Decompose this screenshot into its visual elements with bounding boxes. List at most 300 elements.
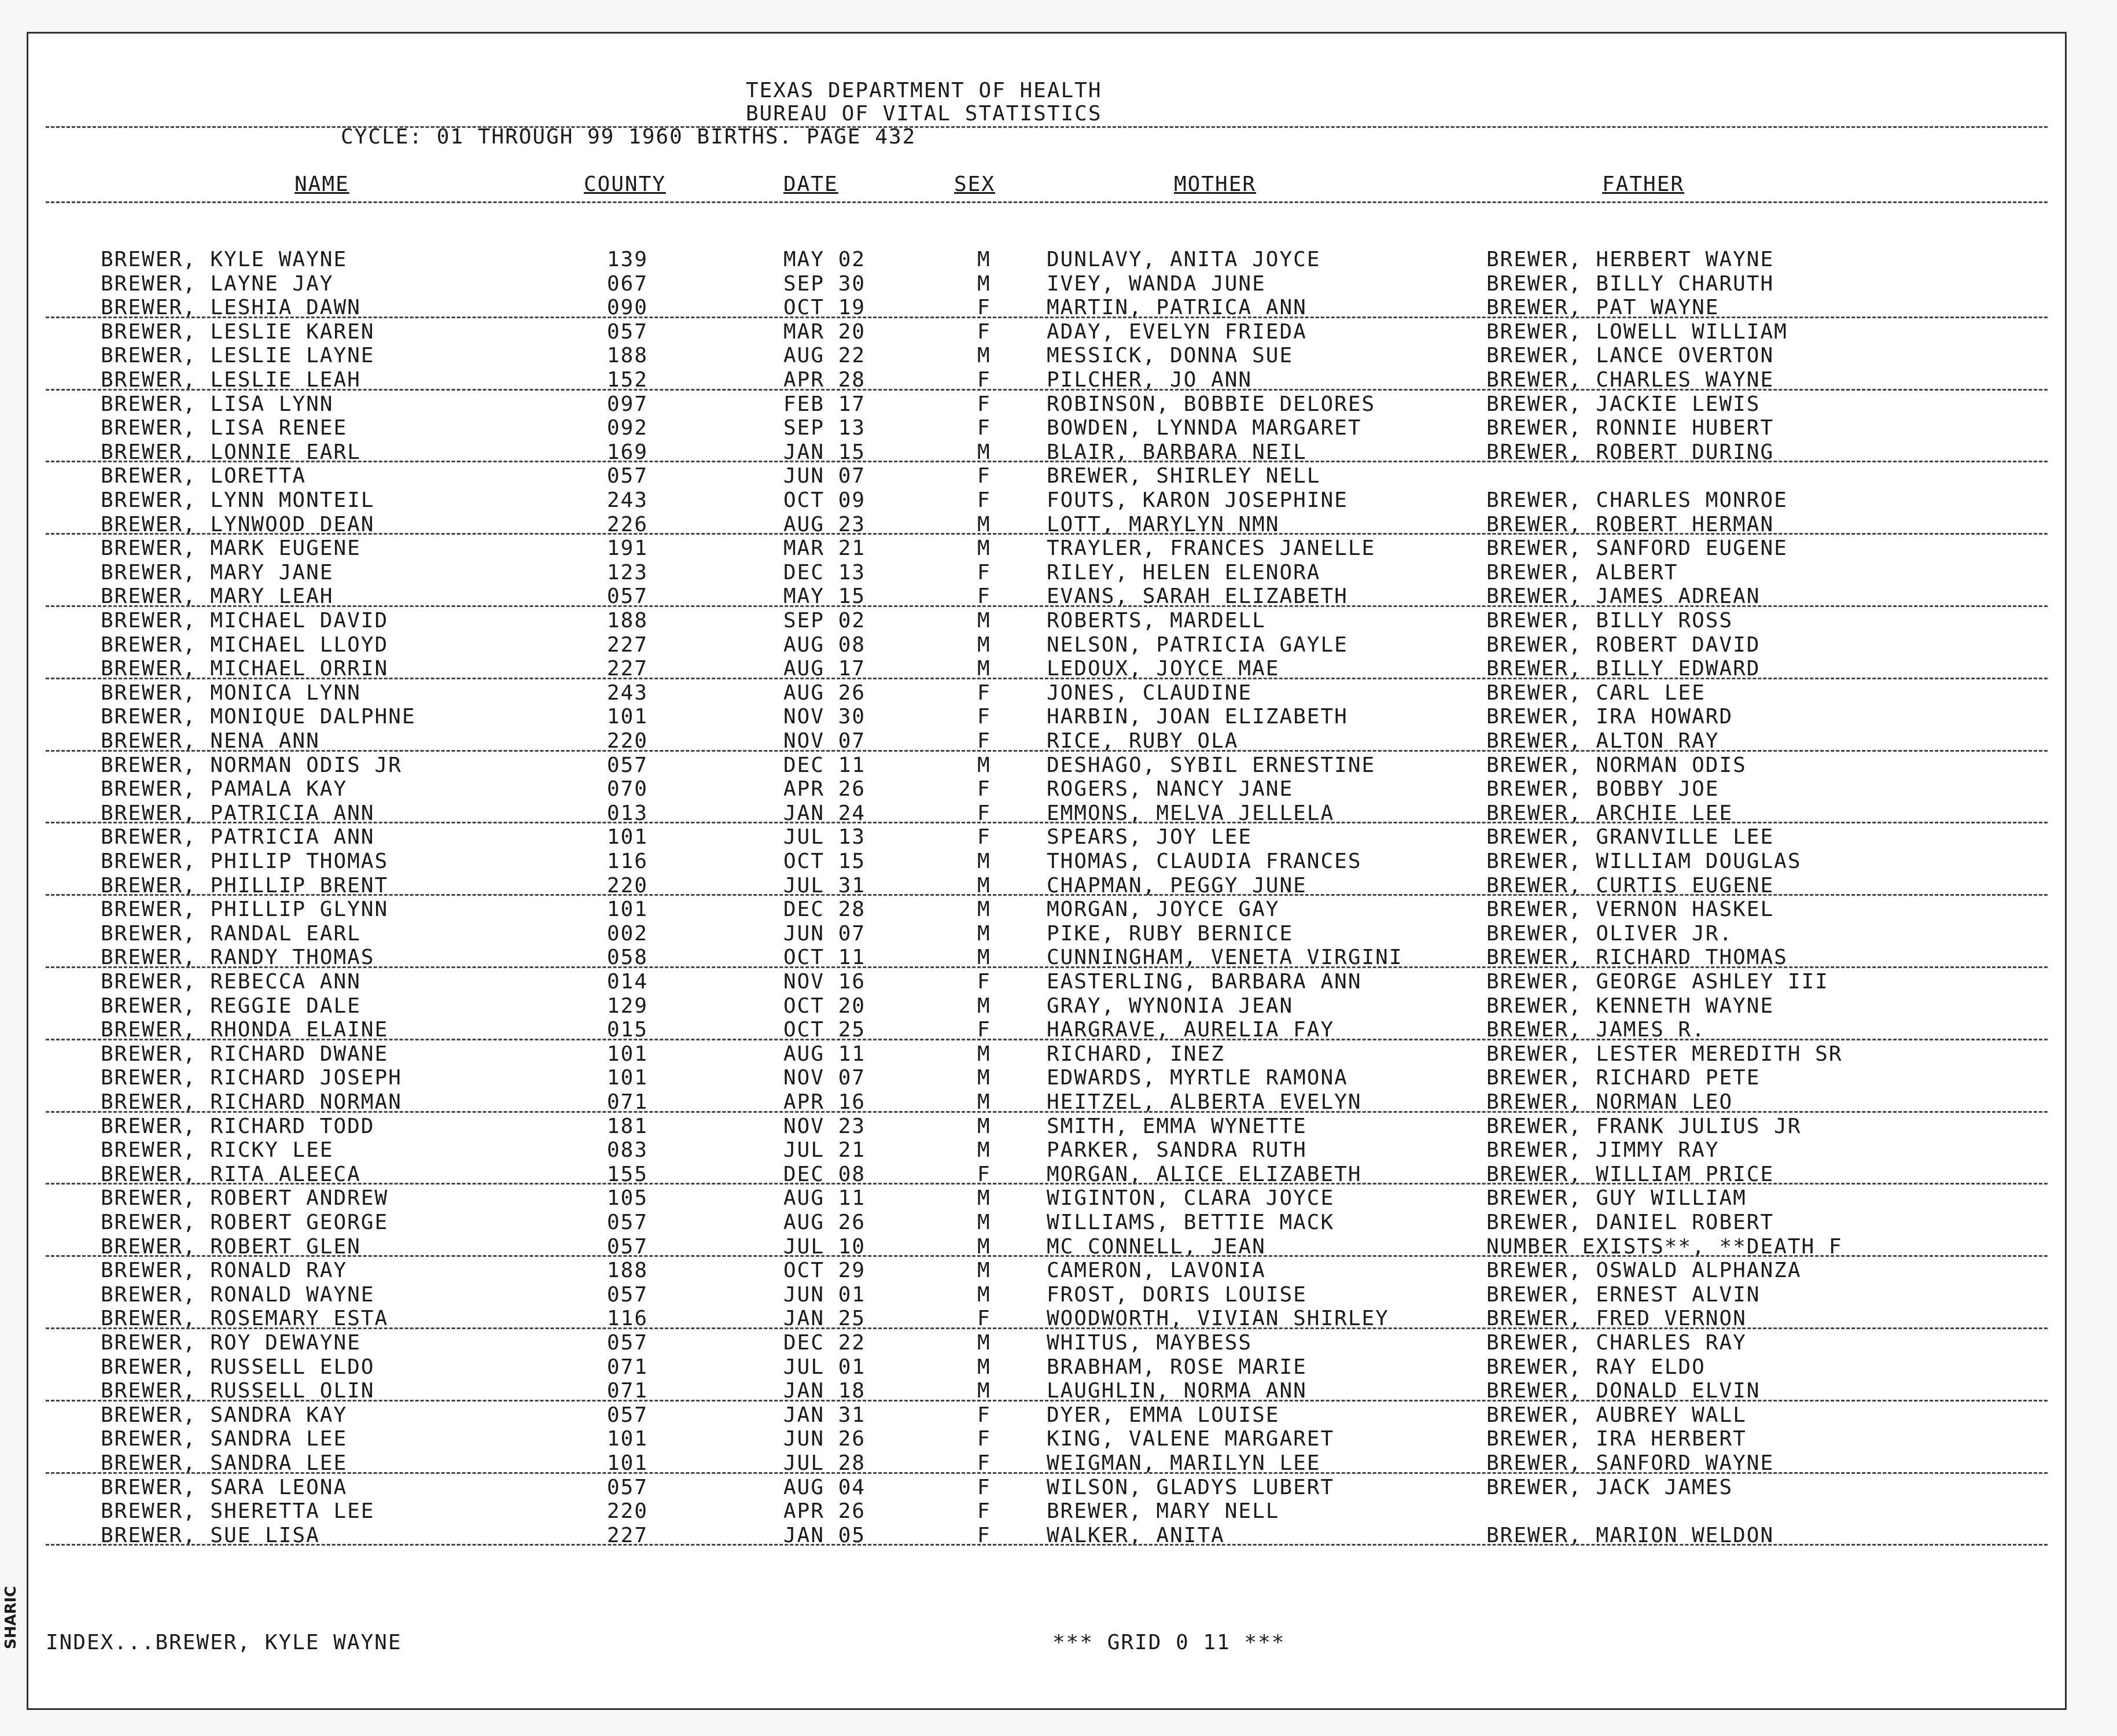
cell-date: JUL 21 [783,1138,866,1163]
cell-date: SEP 30 [783,271,866,296]
cell-father: BREWER, IRA HERBERT [1486,1427,1747,1451]
cell-sex: M [977,536,991,561]
cell-county: 227 [607,1523,649,1547]
cell-sex: F [977,729,991,753]
cell-date: JUL 13 [783,825,866,849]
cell-sex: M [977,1138,991,1163]
footer-grid: *** GRID 0 11 *** [1052,1631,1286,1654]
cell-father: BREWER, PAT WAYNE [1486,296,1720,320]
cell-father: BREWER, GRANVILLE LEE [1486,825,1774,849]
cell-sex: M [977,248,991,271]
cell-mother: BREWER, SHIRLEY NELL [1047,464,1321,488]
cell-name: BREWER, PATRICIA ANN [101,825,375,849]
row-group-divider [46,1039,2048,1040]
cell-county: 116 [607,849,649,873]
cell-name: BREWER, MONIQUE DALPHNE [101,705,416,729]
cell-sex: M [977,344,991,368]
cell-date: AUG 17 [783,657,866,681]
cell-date: JUL 28 [783,1451,866,1475]
cell-name: BREWER, PHILIP THOMAS [101,849,389,873]
cell-name: BREWER, MICHAEL ORRIN [101,657,389,681]
cell-mother: RICHARD, INEZ [1047,1042,1225,1066]
cell-father: BREWER, LESTER MEREDITH SR [1486,1042,1843,1066]
row-group-divider [46,1544,2048,1546]
cell-name: BREWER, RUSSELL ELDO [101,1355,375,1379]
cell-name: BREWER, LISA RENEE [101,416,348,440]
header-bureau: BUREAU OF VITAL STATISTICS [746,102,1102,126]
cell-father: BREWER, CARL LEE [1486,681,1706,705]
cell-date: APR 28 [783,368,866,392]
cell-sex: F [977,777,991,801]
cell-sex: F [977,1018,991,1042]
cell-name: BREWER, RICHARD TODD [101,1114,375,1138]
cell-sex: M [977,873,991,898]
table-row [28,1403,2065,1428]
table-row [28,488,2065,513]
cell-date: AUG 04 [783,1475,866,1499]
cell-date: AUG 26 [783,1211,866,1234]
cell-county: 014 [607,970,649,994]
table-row [28,633,2065,657]
cell-name: BREWER, MARY JANE [101,560,334,584]
cell-date: MAR 20 [783,319,866,344]
table-row [28,1476,2065,1500]
cell-date: OCT 09 [783,488,866,512]
cell-name: BREWER, RONALD RAY [101,1259,348,1283]
cell-sex: F [977,681,991,705]
cell-county: 071 [607,1355,649,1379]
table-row [28,1331,2065,1355]
cell-father: BREWER, MARION WELDON [1486,1523,1774,1547]
cell-county: 243 [607,488,649,512]
cell-father: BREWER, VERNON HASKEL [1486,898,1774,922]
row-group-divider [46,461,2048,462]
cell-father: BREWER, RICHARD PETE [1486,1066,1761,1090]
side-label: SHARIC [2,1586,20,1649]
cell-sex: F [977,1307,991,1331]
cell-mother: ROBINSON, BOBBIE DELORES [1047,392,1376,416]
cell-date: AUG 22 [783,344,866,368]
cell-mother: RICE, RUBY OLA [1047,729,1239,753]
cell-sex: M [977,898,991,922]
cell-sex: F [977,1451,991,1475]
cell-name: BREWER, RICHARD NORMAN [101,1090,402,1114]
cell-name: BREWER, RONALD WAYNE [101,1282,375,1307]
cell-mother: WILLIAMS, BETTIE MACK [1047,1211,1335,1234]
footer-index: INDEX...BREWER, KYLE WAYNE [46,1631,402,1654]
column-header-county: COUNTY [584,172,667,196]
cell-father: BREWER, ROBERT DAVID [1486,632,1761,657]
cell-date: OCT 11 [783,946,866,970]
cell-mother: FOUTS, KARON JOSEPHINE [1047,488,1348,512]
cell-sex: F [977,801,991,825]
cell-name: BREWER, RANDAL EARL [101,921,361,946]
cell-sex: M [977,1234,991,1259]
table-row [28,320,2065,344]
cell-sex: M [977,946,991,970]
cell-county: 226 [607,512,649,536]
table-row [28,416,2065,440]
table-row [28,1138,2065,1163]
cell-father: BREWER, SANFORD EUGENE [1486,536,1788,561]
cell-father: BREWER, NORMAN LEO [1486,1090,1733,1114]
row-group-divider [46,894,2048,896]
table-row [28,898,2065,922]
cell-name: BREWER, SANDRA LEE [101,1427,348,1451]
cell-sex: F [977,296,991,320]
cell-date: JUL 01 [783,1355,866,1379]
cell-sex: M [977,512,991,536]
cell-name: BREWER, NENA ANN [101,729,320,753]
cell-sex: M [977,1066,991,1090]
cell-date: JUN 01 [783,1282,866,1307]
cell-name: BREWER, PATRICIA ANN [101,801,375,825]
cell-date: DEC 22 [783,1331,866,1355]
cell-name: BREWER, KYLE WAYNE [101,248,348,271]
cell-date: MAY 02 [783,248,866,271]
cell-mother: TRAYLER, FRANCES JANELLE [1047,536,1376,561]
cell-name: BREWER, MARY LEAH [101,584,334,609]
cell-name: BREWER, SHERETTA LEE [101,1499,375,1524]
cell-name: BREWER, LESLIE KAREN [101,319,375,344]
cell-mother: RILEY, HELEN ELENORA [1047,560,1321,584]
column-header-name: NAME [294,172,349,196]
cell-name: BREWER, SARA LEONA [101,1475,348,1499]
cell-date: AUG 08 [783,632,866,657]
cell-county: 191 [607,536,649,561]
cell-name: BREWER, PAMALA KAY [101,777,348,801]
cell-sex: F [977,1523,991,1547]
cell-mother: LOTT, MARYLYN NMN [1047,512,1280,536]
cell-father: BREWER, DONALD ELVIN [1486,1379,1761,1403]
row-group-divider [46,966,2048,968]
cell-sex: F [977,1403,991,1427]
row-group-divider [46,1255,2048,1257]
cell-name: BREWER, LESLIE LEAH [101,368,361,392]
table-row [28,1066,2065,1090]
cell-name: BREWER, LISA LYNN [101,392,334,416]
cell-date: OCT 29 [783,1259,866,1283]
table-row [28,1186,2065,1211]
cell-sex: M [977,440,991,464]
cell-sex: M [977,1331,991,1355]
cell-county: 057 [607,1331,649,1355]
cell-name: BREWER, LESLIE LAYNE [101,344,375,368]
table-row [28,777,2065,801]
cell-name: BREWER, ROSEMARY ESTA [101,1307,389,1331]
cell-date: NOV 23 [783,1114,866,1138]
table-row [28,1355,2065,1380]
cell-mother: ROGERS, NANCY JANE [1047,777,1294,801]
cell-mother: JONES, CLAUDINE [1047,681,1253,705]
table-row [28,1259,2065,1283]
cell-county: 101 [607,825,649,849]
cell-county: 071 [607,1090,649,1114]
cell-sex: M [977,1259,991,1283]
cell-county: 116 [607,1307,649,1331]
cell-date: OCT 19 [783,296,866,320]
cell-sex: F [977,705,991,729]
cell-mother: KING, VALENE MARGARET [1047,1427,1335,1451]
table-row [28,248,2065,272]
cell-mother: BREWER, MARY NELL [1047,1499,1280,1524]
cell-name: BREWER, PHILLIP BRENT [101,873,389,898]
cell-sex: M [977,609,991,632]
cell-sex: F [977,1162,991,1186]
cell-date: JAN 31 [783,1403,866,1427]
table-row [28,922,2065,946]
cell-sex: M [977,632,991,657]
column-header-date: DATE [783,172,838,196]
cell-mother: WHITUS, MAYBESS [1047,1331,1253,1355]
row-group-divider [46,317,2048,318]
cell-county: 002 [607,921,649,946]
cell-county: 169 [607,440,649,464]
row-group-divider [46,389,2048,391]
cell-date: SEP 13 [783,416,866,440]
cell-county: 090 [607,296,649,320]
cell-father: BREWER, FRED VERNON [1486,1307,1747,1331]
row-group-divider [46,1183,2048,1185]
cell-date: AUG 23 [783,512,866,536]
cell-father: BREWER, AUBREY WALL [1486,1403,1747,1427]
cell-county: 227 [607,632,649,657]
cell-mother: HEITZEL, ALBERTA EVELYN [1047,1090,1362,1114]
row-group-divider [46,822,2048,823]
cell-sex: F [977,392,991,416]
cell-sex: M [977,1379,991,1403]
cell-father: BREWER, LOWELL WILLIAM [1486,319,1788,344]
cell-county: 013 [607,801,649,825]
cell-father: BREWER, JAMES R. [1486,1018,1706,1042]
cell-county: 057 [607,1403,649,1427]
cell-date: NOV 07 [783,1066,866,1090]
cell-sex: F [977,488,991,512]
cell-county: 057 [607,1282,649,1307]
cell-father: BREWER, DANIEL ROBERT [1486,1211,1774,1234]
cell-mother: WILSON, GLADYS LUBERT [1047,1475,1335,1499]
row-group-divider [46,1327,2048,1329]
cell-sex: M [977,849,991,873]
cell-date: JAN 18 [783,1379,866,1403]
cell-father: BREWER, LANCE OVERTON [1486,344,1774,368]
cell-date: APR 16 [783,1090,866,1114]
column-header-father: FATHER [1602,172,1685,196]
cell-county: 139 [607,248,649,271]
cell-mother: DYER, EMMA LOUISE [1047,1403,1280,1427]
cell-name: BREWER, LESHIA DAWN [101,296,361,320]
cell-mother: HARBIN, JOAN ELIZABETH [1047,705,1348,729]
cell-county: 067 [607,271,649,296]
cell-county: 057 [607,753,649,777]
cell-father: BREWER, JACKIE LEWIS [1486,392,1761,416]
cell-sex: M [977,753,991,777]
cell-mother: WOODWORTH, VIVIAN SHIRLEY [1047,1307,1389,1331]
cell-sex: F [977,584,991,609]
cell-mother: DESHAGO, SYBIL ERNESTINE [1047,753,1376,777]
table-row [28,681,2065,705]
cell-name: BREWER, LONNIE EARL [101,440,361,464]
cell-county: 220 [607,873,649,898]
table-row [28,1499,2065,1524]
cell-father: BREWER, SANFORD WAYNE [1486,1451,1774,1475]
cell-mother: PARKER, SANDRA RUTH [1047,1138,1307,1163]
cell-name: BREWER, MICHAEL DAVID [101,609,389,632]
cell-mother: THOMAS, CLAUDIA FRANCES [1047,849,1362,873]
cell-county: 058 [607,946,649,970]
cell-mother: ROBERTS, MARDELL [1047,609,1266,632]
cell-father: BREWER, ROBERT DURING [1486,440,1774,464]
cell-county: 181 [607,1114,649,1138]
cell-name: BREWER, SANDRA LEE [101,1451,348,1475]
cell-mother: NELSON, PATRICIA GAYLE [1047,632,1348,657]
cell-father: BREWER, BOBBY JOE [1486,777,1720,801]
cell-sex: F [977,825,991,849]
cell-mother: WIGINTON, CLARA JOYCE [1047,1186,1335,1211]
cell-date: JUN 07 [783,464,866,488]
cell-county: 220 [607,1499,649,1524]
cell-county: 188 [607,1259,649,1283]
cell-county: 188 [607,344,649,368]
cell-name: BREWER, RUSSELL OLIN [101,1379,375,1403]
cell-date: SEP 02 [783,609,866,632]
table-row [28,849,2065,874]
cell-date: MAR 21 [783,536,866,561]
cell-mother: WEIGMAN, MARILYN LEE [1047,1451,1321,1475]
cell-mother: PIKE, RUBY BERNICE [1047,921,1294,946]
cell-father: BREWER, CURTIS EUGENE [1486,873,1774,898]
cell-father: BREWER, OLIVER JR. [1486,921,1733,946]
cell-sex: F [977,1475,991,1499]
cell-name: BREWER, SANDRA KAY [101,1403,348,1427]
cell-father: BREWER, BILLY EDWARD [1486,657,1761,681]
cell-county: 101 [607,898,649,922]
cell-county: 105 [607,1186,649,1211]
cell-county: 057 [607,1234,649,1259]
cell-mother: WALKER, ANITA [1047,1523,1225,1547]
table-row [28,1427,2065,1451]
cell-name: BREWER, RICHARD JOSEPH [101,1066,402,1090]
cell-date: MAY 15 [783,584,866,609]
cell-sex: M [977,1042,991,1066]
cell-mother: FROST, DORIS LOUISE [1047,1282,1307,1307]
cell-mother: EDWARDS, MYRTLE RAMONA [1047,1066,1348,1090]
cell-name: BREWER, MARK EUGENE [101,536,361,561]
cell-father: BREWER, JIMMY RAY [1486,1138,1720,1163]
cell-date: OCT 15 [783,849,866,873]
table-row [28,561,2065,585]
cell-county: 057 [607,1211,649,1234]
cell-name: BREWER, MICHAEL LLOYD [101,632,389,657]
cell-mother: DUNLAVY, ANITA JOYCE [1047,248,1321,271]
cell-father: BREWER, ROBERT HERMAN [1486,512,1774,536]
cell-county: 097 [607,392,649,416]
cell-father: BREWER, RONNIE HUBERT [1486,416,1774,440]
cell-sex: F [977,319,991,344]
row-group-divider [46,533,2048,535]
cell-father: BREWER, BILLY CHARUTH [1486,271,1774,296]
cell-name: BREWER, REBECCA ANN [101,970,361,994]
cell-father: BREWER, NORMAN ODIS [1486,753,1747,777]
cell-mother: ADAY, EVELYN FRIEDA [1047,319,1307,344]
cell-name: BREWER, ROBERT ANDREW [101,1186,389,1211]
cell-county: 101 [607,1042,649,1066]
row-group-divider [46,1472,2048,1474]
cell-county: 092 [607,416,649,440]
cell-county: 129 [607,994,649,1018]
microfiche-page [27,32,2067,1710]
table-row [28,753,2065,778]
table-row [28,344,2065,368]
cell-name: BREWER, SUE LISA [101,1523,320,1547]
cell-date: NOV 30 [783,705,866,729]
cell-father: BREWER, GUY WILLIAM [1486,1186,1747,1211]
cell-county: 243 [607,681,649,705]
row-group-divider [46,678,2048,679]
cell-county: 015 [607,1018,649,1042]
cell-father: BREWER, JACK JAMES [1486,1475,1733,1499]
table-row [28,392,2065,417]
cell-mother: MORGAN, ALICE ELIZABETH [1047,1162,1362,1186]
cell-mother: CHAPMAN, PEGGY JUNE [1047,873,1307,898]
table-row [28,1211,2065,1235]
cell-father: BREWER, FRANK JULIUS JR [1486,1114,1802,1138]
cell-father: BREWER, OSWALD ALPHANZA [1486,1259,1802,1283]
cell-name: BREWER, LAYNE JAY [101,271,334,296]
cell-date: JAN 25 [783,1307,866,1331]
cell-father: BREWER, BILLY ROSS [1486,609,1733,632]
cell-mother: EVANS, SARAH ELIZABETH [1047,584,1348,609]
cell-date: JUL 31 [783,873,866,898]
cell-county: 188 [607,609,649,632]
cell-father: BREWER, ALTON RAY [1486,729,1720,753]
cell-name: BREWER, REGGIE DALE [101,994,361,1018]
column-header-sex: SEX [954,172,996,196]
cell-sex: F [977,560,991,584]
table-row [28,1283,2065,1307]
row-group-divider [46,1111,2048,1113]
cell-date: JAN 24 [783,801,866,825]
cell-father: BREWER, IRA HOWARD [1486,705,1733,729]
cell-mother: BOWDEN, LYNNDA MARGARET [1047,416,1362,440]
cell-mother: EASTERLING, BARBARA ANN [1047,970,1362,994]
cell-name: BREWER, LORETTA [101,464,307,488]
cell-date: AUG 11 [783,1042,866,1066]
table-row [28,825,2065,849]
cell-county: 152 [607,368,649,392]
cell-name: BREWER, ROBERT GEORGE [101,1211,389,1234]
cell-date: JUL 10 [783,1234,866,1259]
cell-date: OCT 20 [783,994,866,1018]
cell-date: JAN 15 [783,440,866,464]
cell-mother: CAMERON, LAVONIA [1047,1259,1266,1283]
cell-date: FEB 17 [783,392,866,416]
cell-sex: M [977,1114,991,1138]
cell-father: BREWER, ARCHIE LEE [1486,801,1733,825]
cell-county: 101 [607,1427,649,1451]
cell-mother: SMITH, EMMA WYNETTE [1047,1114,1307,1138]
table-row [28,705,2065,729]
cell-sex: F [977,1499,991,1524]
cell-county: 057 [607,319,649,344]
cell-father: BREWER, RAY ELDO [1486,1355,1706,1379]
cell-date: APR 26 [783,1499,866,1524]
cell-name: BREWER, RHONDA ELAINE [101,1018,389,1042]
cell-sex: F [977,1427,991,1451]
cell-county: 220 [607,729,649,753]
cell-date: NOV 07 [783,729,866,753]
cell-sex: M [977,1211,991,1234]
